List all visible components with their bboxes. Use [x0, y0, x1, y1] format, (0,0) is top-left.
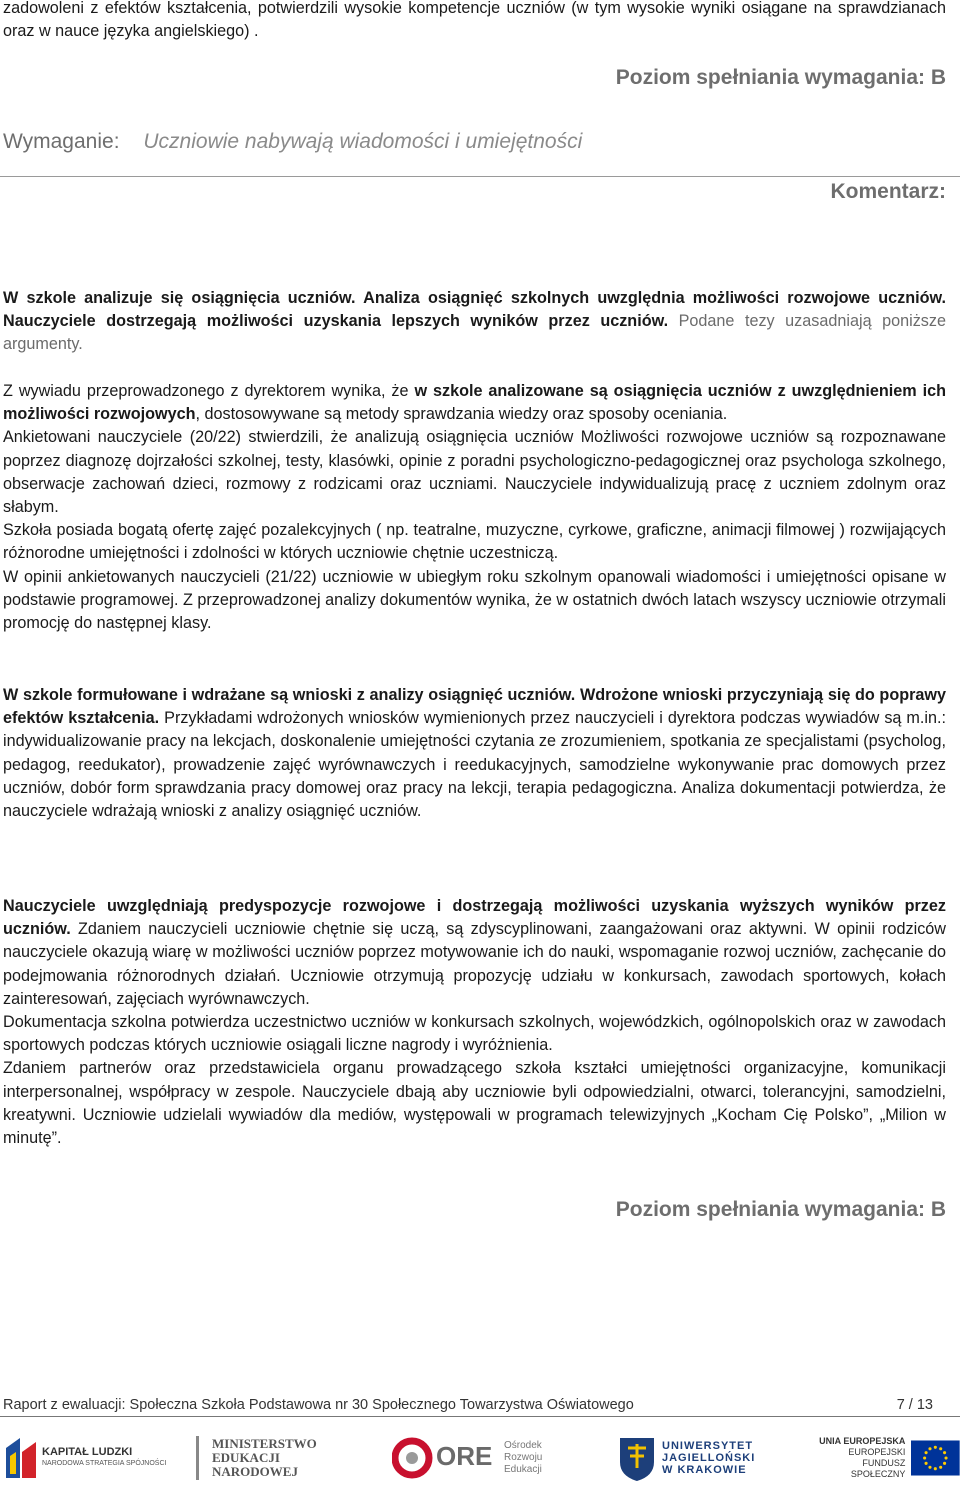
section-divider [0, 176, 960, 177]
paragraph-summary [3, 287, 946, 357]
page-footer [3, 1397, 933, 1413]
requirement-heading [3, 130, 582, 154]
footer-report-title: Raport z ewaluacji: Społeczna Szkoła Podstawowa nr 30 Społecznego Towarzystwa Oświatowego [3, 1397, 634, 1413]
paragraph-predispositions: Nauczyciele uwzględniają predyspozycje rozwojowe i dostrzegają możliwości uzyskania wyższych wyników przez uczniów. Zdaniem nauczycieli uczniowie chętnie się uczą, są zdyscyplinowani, zaangażowani oraz aktywni. W opinii rodziców nauczyciele okazują wiarę w możliwości uczniów poprzez motywowanie ich do nauki, wspomaganie rozwoj uczniów, zachęcanie do podejmowania różnorodnych działań. Uczniowie otrzymują propozycję udziału w konkursach, zawodach sportowych, kołach zainteresowań, zajęciach wyrównawczych. Dokumentacja szkolna potwierdza uczestnictwo uczniów w konkursach szkolnych, wojewódzkich, ogólnopolskich oraz w zawodach sportowych podczas których uczniowie osiągali liczne nagrody i wyróżnienia. Zdaniem partnerów oraz przedstawiciela organu prowadzącego szkoła kształci umiejętności organizacyjne, komunikacji interpersonalnej, współpracy w zespole. Nauczyciele dbają aby uczniowie byli odpowiedzialni, otwarci, tolerancyjni, samodzielni, kreatywni. Uczniowie udzielali wywiadów dla mediów, występowali w programach telewizyjnych „Kocham Cię Polsko”, „Milion w minutę”. [3, 897, 946, 1148]
intro-text: zadowoleni z efektów kształcenia, potwierdzili wysokie kompetencje uczniów (w tym wysokie wyniki osiągane na sprawdzianach oraz w nauce języka angielskiego) . [3, 0, 946, 41]
ue-logo: UNIA EUROPEJSKA EUROPEJSKI FUNDUSZ SPOŁECZNY [808, 1428, 960, 1488]
logo-bar [0, 1428, 960, 1488]
kapital-ludzki-icon [6, 1438, 36, 1478]
kl-title: KAPITAŁ LUDZKI [42, 1446, 133, 1458]
men-logo: MINISTERSTWO EDUKACJI NARODOWEJ [196, 1428, 317, 1488]
paragraph-interview: Z wywiadu przeprowadzonego z dyrektorem wynika, że w szkole analizowane są osiągnięcia uczniów z uwzględnieniem ich możliwości rozwojowych, dostosowywane są metody sprawdzania wiedzy oraz sposoby oceniania. Ankietowani nauczyciele (20/22) stwierdzili, że analizują osiągnięcia uczniów Możliwości rozwojowe uczniów są rozpoznawane poprzez diagnozę dojrzałości szkolnej, testy, klasówki, opinie z poradni psychologiczno-pedagogicznej oraz psychologa szkolnego, obserwacje zachowań dzieci, rozmowy z rodzicami oraz uczniami. Nauczyciele indywidualizują pracę z uczniem zdolnym oraz słabym. Szkoła posiada bogatą ofertę zajęć pozalekcyjnych ( np. teatralne, muzyczne, cyrkowe, graficzne, animacji filmowej ) rozwijających różnorodne umiejętności i zdolności w których uczniowie chętnie uczestniczą. W opinii ankietowanych nauczycieli (21/22) uczniowie w ubiegłym roku szkolnym opanowali wiadomości i umiejętności opisane w podstawie programowej. Z przeprowadzonej analizy dokumentów wynika, że w ostatnich dwóch latach wszyscy uczniowie otrzymali promocję do następnej klasy. [3, 382, 946, 633]
level-heading-top: Poziom spełniania wymagania: B [615, 66, 946, 89]
summary-bold: W szkole analizuje się osiągnięcia uczniów. Analiza osiągnięć szkolnych uwzględnia możliwości rozwojowe uczniów. Nauczyciele dostrzegają możliwości uzyskania lepszych wyników przez uczniów. [3, 289, 946, 331]
eu-flag-icon [911, 1440, 960, 1476]
footer-divider [0, 1416, 960, 1417]
ore-logo: ORE Ośrodek Rozwoju Edukacji [392, 1428, 542, 1488]
summary-text: Podane tezy uzasadniają poniższe argumenty. [3, 312, 946, 354]
uj-crest-icon [618, 1434, 656, 1482]
men-bar-icon [196, 1436, 206, 1480]
paragraph-conclusions: W szkole formułowane i wdrażane są wnioski z analizy osiągnięć uczniów. Wdrożone wnioski przyczyniają się do poprawy efektów kształcenia. Przykładami wdrożonych wniosków wymienionych przez nauczycieli i dyrektora podczas wywiadów są m.in.: indywidualizowanie pracy na lekcjach, doskonalenie umiejętności czytania ze zrozumieniem, spotkania ze specjalistami (psycholog, pedagog, reedukator), prowadzenie zajęć wyrównawczych i reedukacyjnych, samodzielne wykonywanie prac domowych przez uczniów, dobór form sprawdzania pracy domowej oraz pracy na lekcji, terapia pedagogiczna. Analiza dokumentacji potwierdza, że nauczyciele wdrażają wnioski z analizy osiągnięć uczniów. [3, 686, 946, 821]
requirement-label: Wymaganie: [3, 130, 120, 153]
comment-label: Komentarz: [830, 180, 946, 203]
requirement-value: Uczniowie nabywają wiadomości i umiejętności [143, 130, 583, 153]
kapital-ludzki-logo [6, 1428, 166, 1488]
level-heading-bottom: Poziom spełniania wymagania: B [615, 1198, 946, 1221]
ore-wordmark: ORE [436, 1441, 493, 1471]
uj-logo: UNIWERSYTET JAGIELLOŃSKI W KRAKOWIE [618, 1428, 755, 1488]
kl-subtitle: NARODOWA STRATEGIA SPÓJNOŚCI [42, 1460, 167, 1467]
page-number: 7 / 13 [896, 1397, 933, 1413]
